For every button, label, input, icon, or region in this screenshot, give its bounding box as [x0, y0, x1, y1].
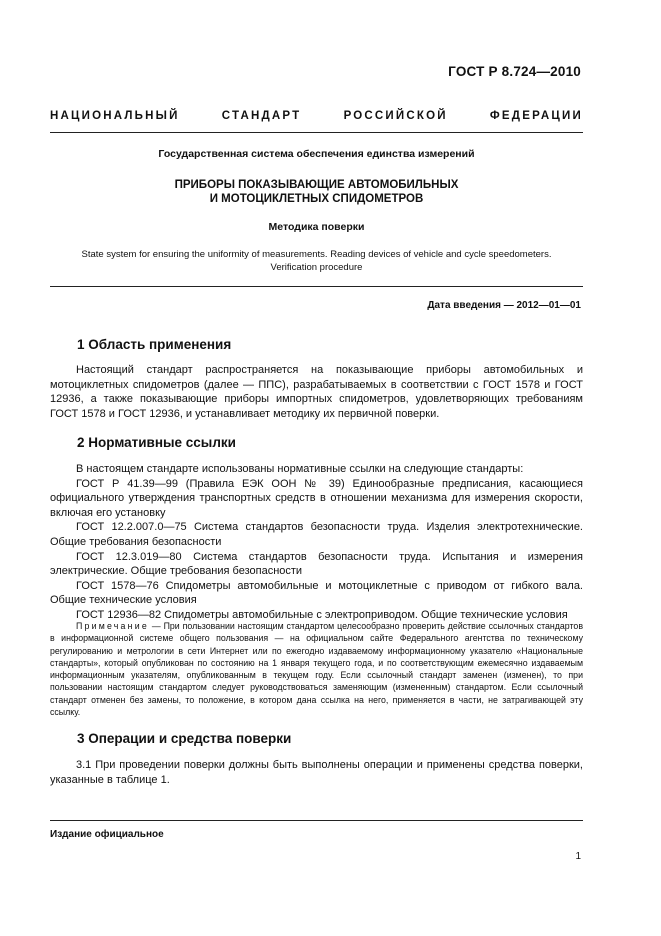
- note-text: — При пользовании настоящим стандартом целесообразно проверить действие ссылочных стандартов в информационной системе общего пользования — на официальном сайте Федерального агентства по техническому регулированию и метрологии в сети Интернет или по ежегодно издаваемому информационному указателю «Национальные стандарты», который опубликован по состоянию на 1 января текущего года, и по соответствующим ежемесячно издаваемым информационным указателям, опубликованным в текущем году. Если ссылочный стандарт заменен (изменен), то при пользовании настоящим стандартом следует руководствоваться заменяющим (измененным) стандартом. Если ссылочный стандарт отменен без замены, то положение, в котором дана ссылка на него, применяется в части, не затрагивающей эту ссылку.: [50, 621, 583, 718]
- introduction-date: Дата введения — 2012—01—01: [427, 300, 581, 311]
- section-3-paragraph: [50, 758, 583, 787]
- footer-divider: [50, 820, 583, 821]
- page-number: 1: [575, 851, 581, 862]
- section-2-heading: 2 Нормативные ссылки: [77, 435, 236, 450]
- reference-text: ГОСТ 1578—76 Спидометры автомобильные и мотоциклетные с приводом от гибкого вала. Общие технические условия: [50, 579, 583, 607]
- english-title-line: Verification procedure: [270, 262, 363, 273]
- section-1-text: Настоящий стандарт распространяется на показывающие приборы автомобильных и мотоциклетных спидометров (далее — ППС), разрабатываемых в соответствии с ГОСТ 1578 и ГОСТ 12936, а также показывающие приборы импортных спидометров, удовлетворяющих требованиям ГОСТ 1578 и ГОСТ 12936, и устанавливает методику их первичной поверки.: [50, 364, 583, 420]
- section-1-heading: 1 Область применения: [77, 337, 232, 352]
- title-line: И МОТОЦИКЛЕТНЫХ СПИДОМЕТРОВ: [209, 193, 424, 205]
- english-title-line: State system for ensuring the uniformity of measurements. Reading devices of vehicle and cycle speedometers.: [81, 249, 552, 260]
- reference-text: ГОСТ 12.3.019—80 Система стандартов безопасности труда. Испытания и измерения электрические. Общие требования безопасности: [50, 550, 583, 578]
- method-subtitle: Методика поверки: [268, 221, 365, 233]
- system-title: Государственная система обеспечения единства измерений: [158, 148, 475, 160]
- banner-word: ФЕДЕРАЦИИ: [489, 110, 583, 122]
- banner-word: РОССИЙСКОЙ: [343, 110, 448, 122]
- banner-word: СТАНДАРТ: [221, 110, 302, 122]
- reference-item: [50, 550, 583, 579]
- top-divider: [50, 132, 583, 133]
- reference-text: ГОСТ Р 41.39—99 (Правила ЕЭК ООН № 39) Единообразные предписания, касающиеся официального утверждения транспортных средств в отношении механизма для измерения скорости, включая его установку: [50, 477, 583, 519]
- english-title: [50, 248, 583, 274]
- national-standard-banner: [50, 110, 583, 122]
- note-paragraph: [50, 620, 583, 718]
- reference-item: [50, 477, 583, 521]
- reference-text: ГОСТ 12.2.007.0—75 Система стандартов безопасности труда. Изделия электротехнические. Общие требования безопасности: [50, 521, 583, 548]
- banner-word: НАЦИОНАЛЬНЫЙ: [50, 110, 180, 122]
- section-2-body: [50, 462, 583, 623]
- title-line: ПРИБОРЫ ПОКАЗЫВАЮЩИЕ АВТОМОБИЛЬНЫХ: [174, 179, 459, 191]
- title-divider: [50, 286, 583, 287]
- edition-label: Издание официальное: [50, 829, 164, 840]
- reference-text: ГОСТ 12936—82 Спидометры автомобильные с электроприводом. Общие технические условия: [76, 608, 568, 621]
- document-code: ГОСТ Р 8.724—2010: [448, 64, 581, 79]
- note-label: Примечание: [76, 621, 149, 631]
- document-title: [50, 178, 583, 206]
- reference-item: [50, 520, 583, 549]
- section-1-paragraph: [50, 363, 583, 421]
- section-2-intro-text: В настоящем стандарте использованы нормативные ссылки на следующие стандарты:: [76, 463, 524, 475]
- section-3-heading: 3 Операции и средства поверки: [77, 731, 292, 746]
- reference-item: [50, 579, 583, 608]
- section-2-intro: [50, 462, 583, 477]
- section-3-text: 3.1 При проведении поверки должны быть выполнены операции и применены средства поверки, указанные в таблице 1.: [50, 759, 583, 786]
